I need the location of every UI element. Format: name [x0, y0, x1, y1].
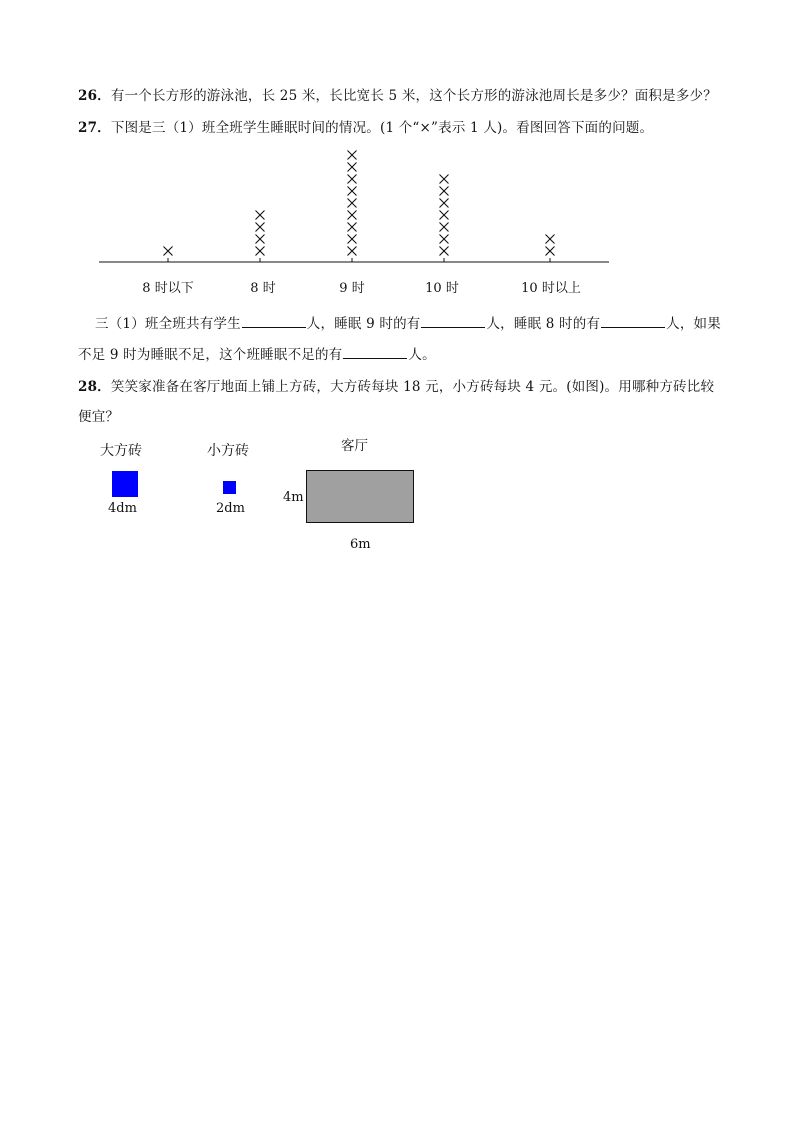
cross-mark — [348, 151, 357, 160]
fill-text: 不足 9 时为睡眠不足，这个班睡眠不足的有 — [78, 347, 343, 363]
cross-mark — [440, 235, 449, 244]
cross-mark — [440, 187, 449, 196]
cross-mark — [348, 187, 357, 196]
cross-mark — [164, 247, 173, 256]
cross-mark — [546, 247, 555, 256]
cross-mark — [348, 235, 357, 244]
question-number: 28． — [78, 379, 111, 395]
room-height-label: 4m — [283, 490, 304, 505]
question-number: 27． — [78, 120, 111, 136]
question-text: 便宜？ — [78, 409, 120, 425]
category-label: 10 时以上 — [521, 281, 581, 296]
big-tile-label: 大方砖 — [100, 443, 142, 459]
cross-mark — [440, 247, 449, 256]
fill-text: 三（1）班全班共有学生 — [95, 316, 241, 332]
big-tile-size: 4dm — [108, 501, 137, 516]
answer-blank-8h[interactable] — [601, 315, 665, 328]
fill-in-line-2 — [78, 343, 436, 363]
question-text: 有一个长方形的游泳池，长 25 米，长比宽长 5 米，这个长方形的游泳池周长是多少？面积是多少？ — [110, 88, 717, 104]
fill-text: 人，睡眠 9 时的有 — [306, 316, 421, 332]
answer-blank-insufficient[interactable] — [343, 346, 407, 359]
fill-text: 人。 — [408, 347, 436, 363]
fill-text: 人，睡眠 8 时的有 — [486, 316, 601, 332]
category-label: 9 时 — [339, 281, 365, 296]
category-label: 10 时 — [425, 281, 459, 296]
cross-mark — [440, 199, 449, 208]
cross-mark — [348, 247, 357, 256]
big-tile-square — [112, 471, 138, 497]
cross-mark — [348, 175, 357, 184]
room-rectangle — [306, 470, 414, 523]
answer-blank-total[interactable] — [242, 315, 306, 328]
cross-mark — [256, 223, 265, 232]
small-tile-size: 2dm — [216, 501, 245, 516]
question-28-cont — [78, 405, 119, 425]
cross-mark — [348, 211, 357, 220]
answer-blank-9h[interactable] — [421, 315, 485, 328]
cross-mark — [256, 211, 265, 220]
cross-mark — [348, 199, 357, 208]
fill-in-line-1 — [95, 312, 721, 332]
fill-text: 人，如果 — [666, 316, 721, 332]
question-28 — [78, 375, 714, 395]
cross-mark — [440, 175, 449, 184]
small-tile-label: 小方砖 — [207, 443, 249, 459]
category-label: 8 时以下 — [142, 281, 194, 296]
question-text: 下图是三（1）班全班学生睡眠时间的情况。(1 个“×”表示 1 人)。看图回答下面的问题。 — [110, 120, 654, 136]
question-26 — [78, 84, 717, 104]
cross-mark — [256, 247, 265, 256]
cross-mark — [348, 223, 357, 232]
cross-mark — [348, 163, 357, 172]
cross-mark — [440, 223, 449, 232]
room-width-label: 6m — [350, 537, 371, 552]
room-label: 客厅 — [341, 438, 368, 454]
question-number: 26． — [78, 88, 111, 104]
cross-mark — [256, 235, 265, 244]
small-tile-square — [223, 481, 236, 494]
category-label: 8 时 — [250, 281, 276, 296]
cross-mark — [440, 211, 449, 220]
question-text: 笑笑家准备在客厅地面上铺上方砖，大方砖每块 18 元，小方砖每块 4 元。(如图)。用哪种方砖比较 — [110, 379, 715, 395]
question-27 — [78, 116, 653, 136]
cross-mark — [546, 235, 555, 244]
sleep-line-plot — [0, 140, 794, 450]
